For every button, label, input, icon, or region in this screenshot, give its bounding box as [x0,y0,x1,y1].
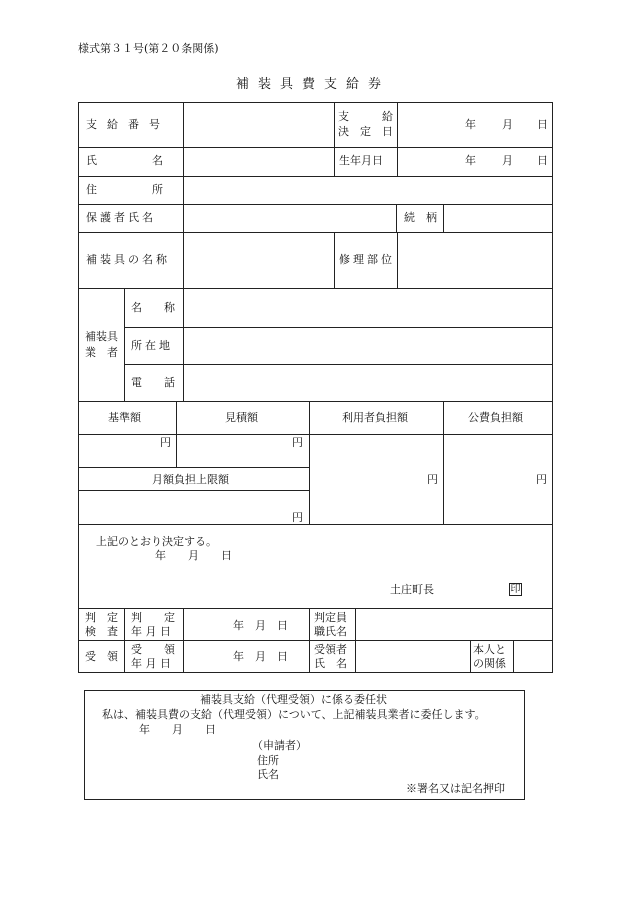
label-juryo-nengappi: 年 月 日 [131,657,171,670]
day-1: 日 [537,118,548,131]
label-shikyu-bango: 支給番号 [86,118,170,131]
label-hantei-2: 判 定 [131,611,175,624]
label-riyosha-futan: 利用者負担額 [342,411,408,424]
decision-text: 上記のとおり決定する。 [96,535,217,548]
label-mitsumori: 見積額 [225,411,258,424]
label-shikyu: 支 給 [338,110,393,123]
yen-riyosha: 円 [427,473,438,486]
label-shozaichi: 所在地 [131,339,173,352]
delegation-body: 私は、補装具費の支給（代理受領）について、上記補装具業者に委任します。 [102,708,486,721]
yen-mitsumori: 円 [292,436,303,449]
label-gyosha-1: 補装具 [85,330,118,343]
yen-kouhi: 円 [536,473,547,486]
label-kouhi-futan: 公費負担額 [468,411,523,424]
seal-stamp: 印 [510,584,521,595]
form-number: 様式第３１号(第２０条関係) [78,42,219,55]
label-shuri-bui: 修理部位 [339,253,395,266]
label-kettei-bi: 決 定 日 [338,125,393,138]
label-kensa: 検 査 [85,625,118,638]
delegation-address: 住所 [257,754,279,767]
yen-kijun: 円 [160,436,171,449]
label-honnin-2: の関係 [473,657,506,670]
label-getsugaku-jogen: 月額負担上限額 [152,473,229,486]
day-2: 日 [537,154,548,167]
year-1: 年 [465,118,476,131]
label-juryo-2: 受 領 [131,643,175,656]
juryo-date: 年 月 日 [233,650,288,663]
label-juryosha: 受領者 [314,643,347,656]
label-kijungaku: 基準額 [108,411,141,424]
page-title: 補装具費支給券 [236,77,391,92]
label-zokugara: 続 柄 [404,211,437,224]
label-jusho: 住 所 [86,183,163,196]
delegation-note: ※署名又は記名押印 [406,782,505,795]
label-hantei: 判 定 [85,611,118,624]
delegation-title: 補装具支給（代理受領）に係る委任状 [200,693,387,706]
delegation-name: 氏名 [257,768,279,781]
label-juryosha-shimei: 氏 名 [314,657,347,670]
label-shokushimei: 職氏名 [314,625,347,638]
delegation-applicant: （申請者） [252,739,307,752]
decision-date: 年 月 日 [155,549,232,562]
label-hogosha: 保護者氏名 [86,211,156,224]
delegation-date: 年 月 日 [139,723,216,736]
year-2: 年 [465,154,476,167]
hantei-date: 年 月 日 [233,619,288,632]
label-honnin-1: 本人と [473,643,506,656]
label-seinengappi: 生年月日 [339,154,383,167]
yen-jogen: 円 [292,511,303,524]
month-2: 月 [502,154,513,167]
label-shimei: 氏 名 [86,154,163,167]
mayor-label: 土庄町長 [390,583,434,596]
label-denwa: 電 話 [131,376,175,389]
label-gyosha-2: 業 者 [85,346,118,359]
label-juryo: 受 領 [85,650,118,663]
label-hosougu-meisho: 補装具の名称 [86,253,170,266]
label-meisho: 名 称 [131,301,175,314]
label-hanteiin: 判定員 [314,611,347,624]
month-1: 月 [502,118,513,131]
label-hantei-nengappi: 年 月 日 [131,625,171,638]
